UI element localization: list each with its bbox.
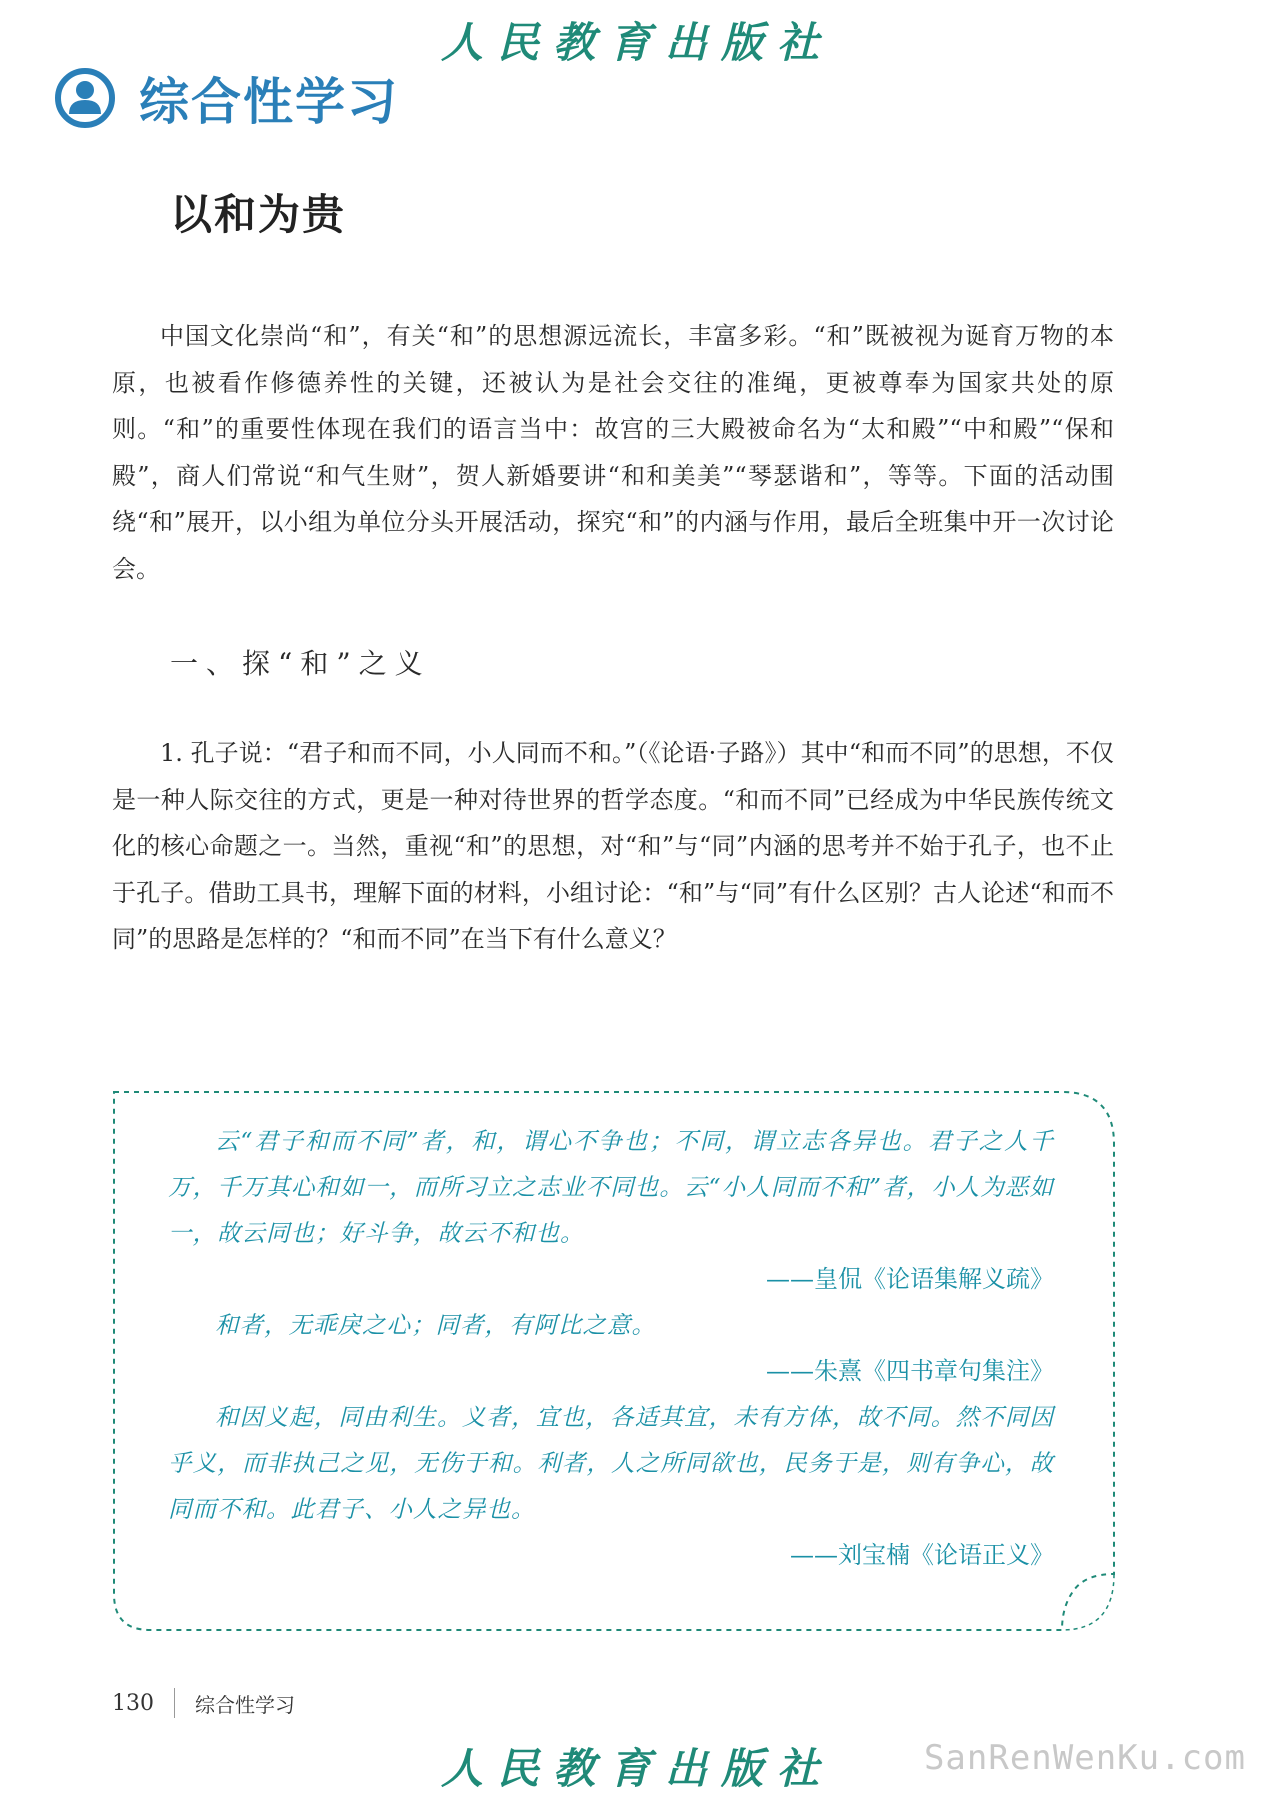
quote-text: 云“君子和而不同”者，和，谓心不争也；不同，谓立志各异也。君子之人千万，千万其心和如一，而所习立之志业不同也。云“小人同而不和”者，小人为恶如一，故云同也；好斗争，故云不和也。 [168,1127,1054,1247]
subheading: 一、探“和”之义 [170,647,431,680]
quote-content [168,1118,1054,1578]
publisher-logo-bottom: 人民教育出版社 [440,1744,833,1793]
quote-source: ——刘宝楠《论语正义》 [790,1541,1054,1569]
quote-source: ——皇侃《论语集解义疏》 [766,1265,1054,1293]
footer-divider [174,1688,175,1718]
publisher-logo-top: 人民教育出版社 [440,18,833,67]
quote-text: 和因义起，同由利生。义者，宜也，各适其宜，未有方体，故不同。然不同因乎义，而非执己之见，无伤于和。利者，人之所同欲也，民务于是，则有争心，故同而不和。此君子、小人之异也。 [168,1403,1054,1523]
section-header [55,62,399,134]
page-footer [112,1688,295,1718]
quote-box [110,1090,1118,1632]
page-title: 以和为贵 [170,190,347,239]
page-number: 130 [112,1690,154,1716]
quote-text: 和者，无乖戾之心；同者，有阿比之意。 [215,1311,656,1339]
section-title: 综合性学习 [139,73,399,131]
person-icon [55,68,115,128]
activity-item-1: 1. 孔子说：“君子和而不同，小人同而不和。”（《论语·子路》）其中“和而不同”的思想，不仅是一种人际交往的方式，更是一种对待世界的哲学态度。“和而不同”已经成为中华民族传统文化的核心命题之一。当然，重视“和”的思想，对“和”与“同”内涵的思考并不始于孔子，也不止于孔子。借助工具书，理解下面的材料，小组讨论：“和”与“同”有什么区别？古人论述“和而不同”的思路是怎样的？“和而不同”在当下有什么意义？ [112,739,1114,953]
intro-paragraph: 中国文化崇尚“和”，有关“和”的思想源远流长，丰富多彩。“和”既被视为诞育万物的本原，也被看作修德养性的关键，还被认为是社会交往的准绳，更被尊奉为国家共处的原则。“和”的重要性体现在我们的语言当中：故宫的三大殿被命名为“太和殿”“中和殿”“保和殿”，商人们常说“和气生财”，贺人新婚要讲“和和美美”“琴瑟谐和”，等等。下面的活动围绕“和”展开，以小组为单位分头开展活动，探究“和”的内涵与作用，最后全班集中开一次讨论会。 [112,322,1114,583]
footer-section: 综合性学习 [195,1692,295,1717]
quote-source: ——朱熹《四书章句集注》 [766,1357,1054,1385]
watermark: SanRenWenKu.com [923,1738,1246,1778]
